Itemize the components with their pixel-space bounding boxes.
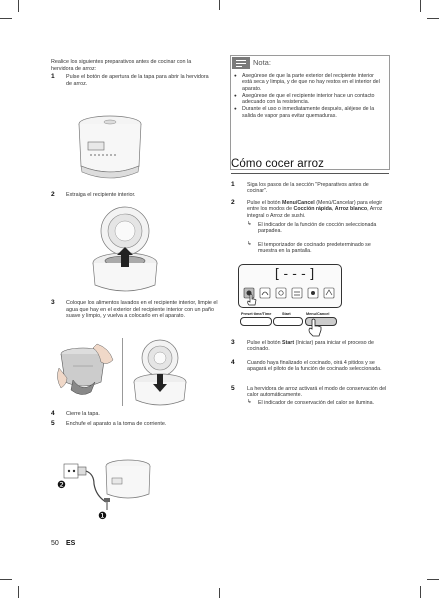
step-text: Cuando haya finalizado el cocinado, oirá 4 pitidos y se apagará el piloto de la función de cocinado seleccionada. — [247, 360, 382, 373]
step-number: 5 — [231, 385, 235, 392]
menu-cancel-button-label: Menu/Cancel — [306, 312, 330, 316]
note-bullet: ● Asegúrese de que la parte exterior del recipiente interior está seca y limpia, y de que no hay restos en el interior del aparato. — [234, 73, 384, 92]
result-arrow: ↳ — [247, 399, 252, 405]
step-number: 5 — [51, 420, 55, 427]
preset-time-button-label: Preset time/Time — [241, 312, 272, 316]
panel-display: [---] — [273, 267, 318, 282]
crop-mark — [420, 586, 421, 598]
note-bullets — [234, 73, 384, 120]
step-text: Pulse el botón Start (Iniciar) para iniciar el proceso de cocinado. — [247, 340, 374, 353]
step-number: 3 — [231, 339, 235, 346]
crop-mark — [219, 588, 220, 598]
start-button-label: Start — [282, 312, 291, 316]
step-number: 2 — [51, 191, 55, 198]
remove-inner-pot-illustration — [85, 205, 165, 297]
note-icon — [232, 57, 250, 69]
result-arrow: ↳ — [247, 221, 252, 227]
crop-mark — [18, 0, 19, 12]
step-number: 4 — [231, 359, 235, 366]
step-text: Enchufe el aparato a la toma de corriente. — [66, 421, 167, 427]
language-code: ES — [66, 540, 76, 547]
sub-step-text: El indicador de la función de cocción seleccionada parpadea. — [258, 222, 377, 235]
rice-cooker-closed-illustration — [70, 108, 150, 188]
crop-mark — [420, 0, 421, 12]
step-text: Extraiga el recipiente interior. — [66, 192, 136, 198]
step-number: 3 — [51, 299, 55, 306]
step-text: La hervidora de arroz activará el modo de conservación del calor automáticamente. — [247, 386, 387, 399]
step-number: 2 — [231, 199, 235, 206]
crop-mark — [427, 18, 439, 19]
intro-text: Realice los siguientes preparativos antes de cocinar con la hervidora de arroz: — [51, 59, 192, 72]
step-text: Siga los pasos de la sección "Preparativos antes de cocinar". — [247, 182, 369, 195]
insert-pot-illustration — [122, 338, 200, 408]
section-title: Cómo cocer arroz — [231, 158, 324, 170]
step-text: Pulse el botón Menu/Cancel (Menú/Cancelar) para elegir entre los modos de Cocción rápida, Arroz blanco, Arroz integral o Arroz de sushi. — [247, 200, 383, 219]
step-text: Pulse el botón de apertura de la tapa para abrir la hervidora de arroz. — [66, 74, 209, 87]
start-button[interactable] — [273, 317, 303, 326]
plug-in-illustration — [60, 452, 160, 524]
callout-number-2: ❷ — [57, 480, 66, 491]
note-bullet: ● Asegúrese de que el recipiente interior hace un contacto adecuado con la resistencia. — [234, 93, 384, 106]
wipe-pot-illustration — [53, 338, 118, 400]
crop-mark — [0, 18, 12, 19]
sub-step-text: El indicador de conservación del calor se ilumina. — [258, 400, 375, 406]
preset-time-button[interactable] — [240, 317, 272, 326]
sub-step-text: El temporizador de cocinado predeterminado se muestra en la pantalla. — [258, 242, 371, 255]
step-number: 1 — [231, 181, 235, 188]
crop-mark — [219, 0, 220, 10]
crop-mark — [427, 579, 439, 580]
page-number: 50 — [51, 540, 59, 547]
crop-mark — [18, 586, 19, 598]
selection-hand-icon — [246, 293, 258, 307]
crop-mark — [0, 579, 12, 580]
section-divider — [231, 173, 389, 174]
note-title: Nota: — [253, 58, 271, 67]
result-arrow: ↳ — [247, 241, 252, 247]
step-number: 4 — [51, 410, 55, 417]
note-bullet: ● Durante el uso o inmediatamente después, aléjese de la salida de vapor para evitar quemaduras. — [234, 106, 384, 119]
callout-number-1: ❶ — [98, 511, 107, 522]
step-number: 1 — [51, 73, 55, 80]
step-text: Cierre la tapa. — [66, 411, 100, 417]
step-text: Coloque los alimentos lavados en el recipiente interior, limpie el agua que hay en el exterior del recipiente interior con un paño suave y limpio, y vuelva a colocarlo en el aparato. — [66, 300, 218, 319]
press-hand-icon — [307, 318, 323, 338]
